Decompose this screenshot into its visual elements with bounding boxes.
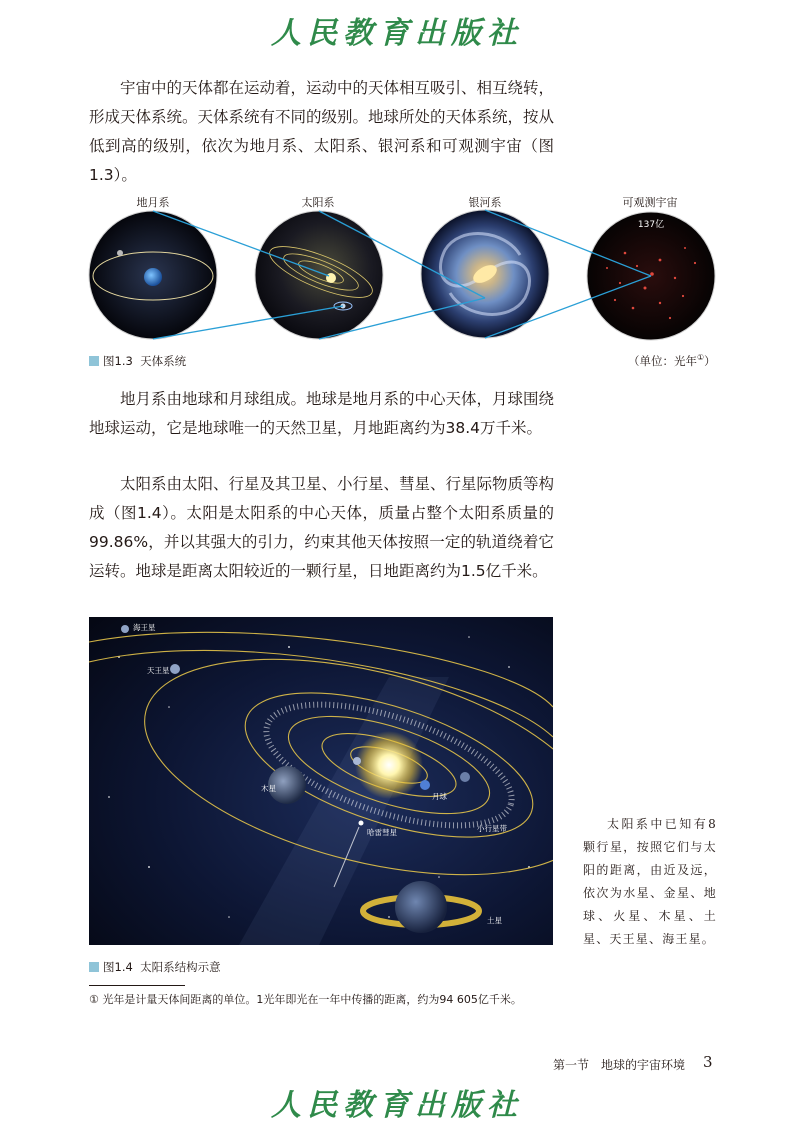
label-comet: 哈雷彗星 (367, 828, 397, 837)
unit-note-text: （单位：光年 (628, 354, 697, 368)
label-moon: 月球 (432, 792, 447, 801)
unit-note (628, 353, 716, 369)
caption-text: 太阳系结构示意 (140, 960, 221, 974)
earth-icon (144, 268, 162, 286)
page-number: 3 (703, 1053, 713, 1071)
caption-number: 图1.3 (103, 354, 133, 368)
earth-icon (420, 780, 430, 790)
label-jupiter: 木星 (261, 784, 276, 793)
paragraph-intro: 宇宙中的天体都在运动着，运动中的天体相互吸引、相互绕转，形成天体系统。天体系统有不同的级别。地球所处的天体系统，按从低到高的级别，依次为地月系、太阳系、银河系和可观测宇宙（图1.3）。 (89, 79, 555, 184)
label-observable-universe: 可观测宇宙 (622, 196, 678, 209)
label-solar-system: 太阳系 (301, 196, 335, 209)
earth-moon-circle (89, 211, 217, 339)
figure-1-3-hierarchy (85, 208, 725, 348)
paragraph-solar-system: 太阳系由太阳、行星及其卫星、小行星、彗星、行星际物质等构成（图1.4）。太阳是太阳系的中心天体，质量占整个太阳系质量的99.86%，并以其强大的引力，约束其他天体按照一定的轨道绕着它运转。地球是距离太阳较近的一颗行星，日地距离约为1.5亿千米。 (89, 475, 555, 580)
publisher-logo: 人民教育出版社 (271, 16, 523, 51)
label-uranus: 天王星 (147, 666, 170, 675)
comet-icon (359, 821, 364, 826)
caption-marker (89, 962, 99, 972)
footer-section: 第一节 地球的宇宙环境 (553, 1058, 686, 1072)
side-note: 太阳系中已知有8颗行星，按照它们与太阳的距离，由近及远，依次为水星、金星、地球、火星、木星、土星、天王星、海王星。 (583, 817, 717, 946)
publisher-logo-bottom: 人民教育出版社 (271, 1088, 523, 1123)
figure-1-4-caption (89, 959, 221, 975)
label-neptune: 海王星 (133, 623, 156, 632)
saturn-icon (395, 881, 447, 933)
universe-scale-text: 137亿 (637, 220, 665, 230)
figure-1-4-solar-system (89, 617, 553, 945)
figure-1-3-caption (89, 353, 186, 369)
hierarchy-connectors (153, 210, 651, 339)
caption-marker (89, 356, 99, 366)
unit-footnote-mark: ① (697, 353, 705, 363)
unit-note-close: ） (704, 354, 716, 368)
label-milky-way: 银河系 (468, 196, 502, 209)
mars-icon (460, 772, 470, 782)
caption-number: 图1.4 (103, 960, 133, 974)
label-saturn: 土星 (487, 916, 502, 925)
footnote-divider (89, 985, 185, 986)
moon-icon (117, 250, 123, 256)
label-earth-moon-system: 地月系 (136, 196, 170, 209)
inner-planet-icon (353, 757, 361, 765)
footnote: ① 光年是计量天体间距离的单位。1光年即光在一年中传播的距离，约为94 605亿千米。 (89, 993, 522, 1006)
caption-text: 天体系统 (140, 354, 187, 368)
label-asteroid-belt: 小行星带 (477, 824, 507, 833)
sun-icon (355, 731, 423, 799)
uranus-icon (170, 664, 180, 674)
sun-icon (326, 273, 336, 283)
neptune-icon (121, 625, 129, 633)
paragraph-earth-moon: 地月系由地球和月球组成。地球是地月系的中心天体，月球围绕地球运动，它是地球唯一的天然卫星，月地距离约为38.4万千米。 (89, 390, 555, 437)
solar-system-circle (255, 211, 383, 339)
